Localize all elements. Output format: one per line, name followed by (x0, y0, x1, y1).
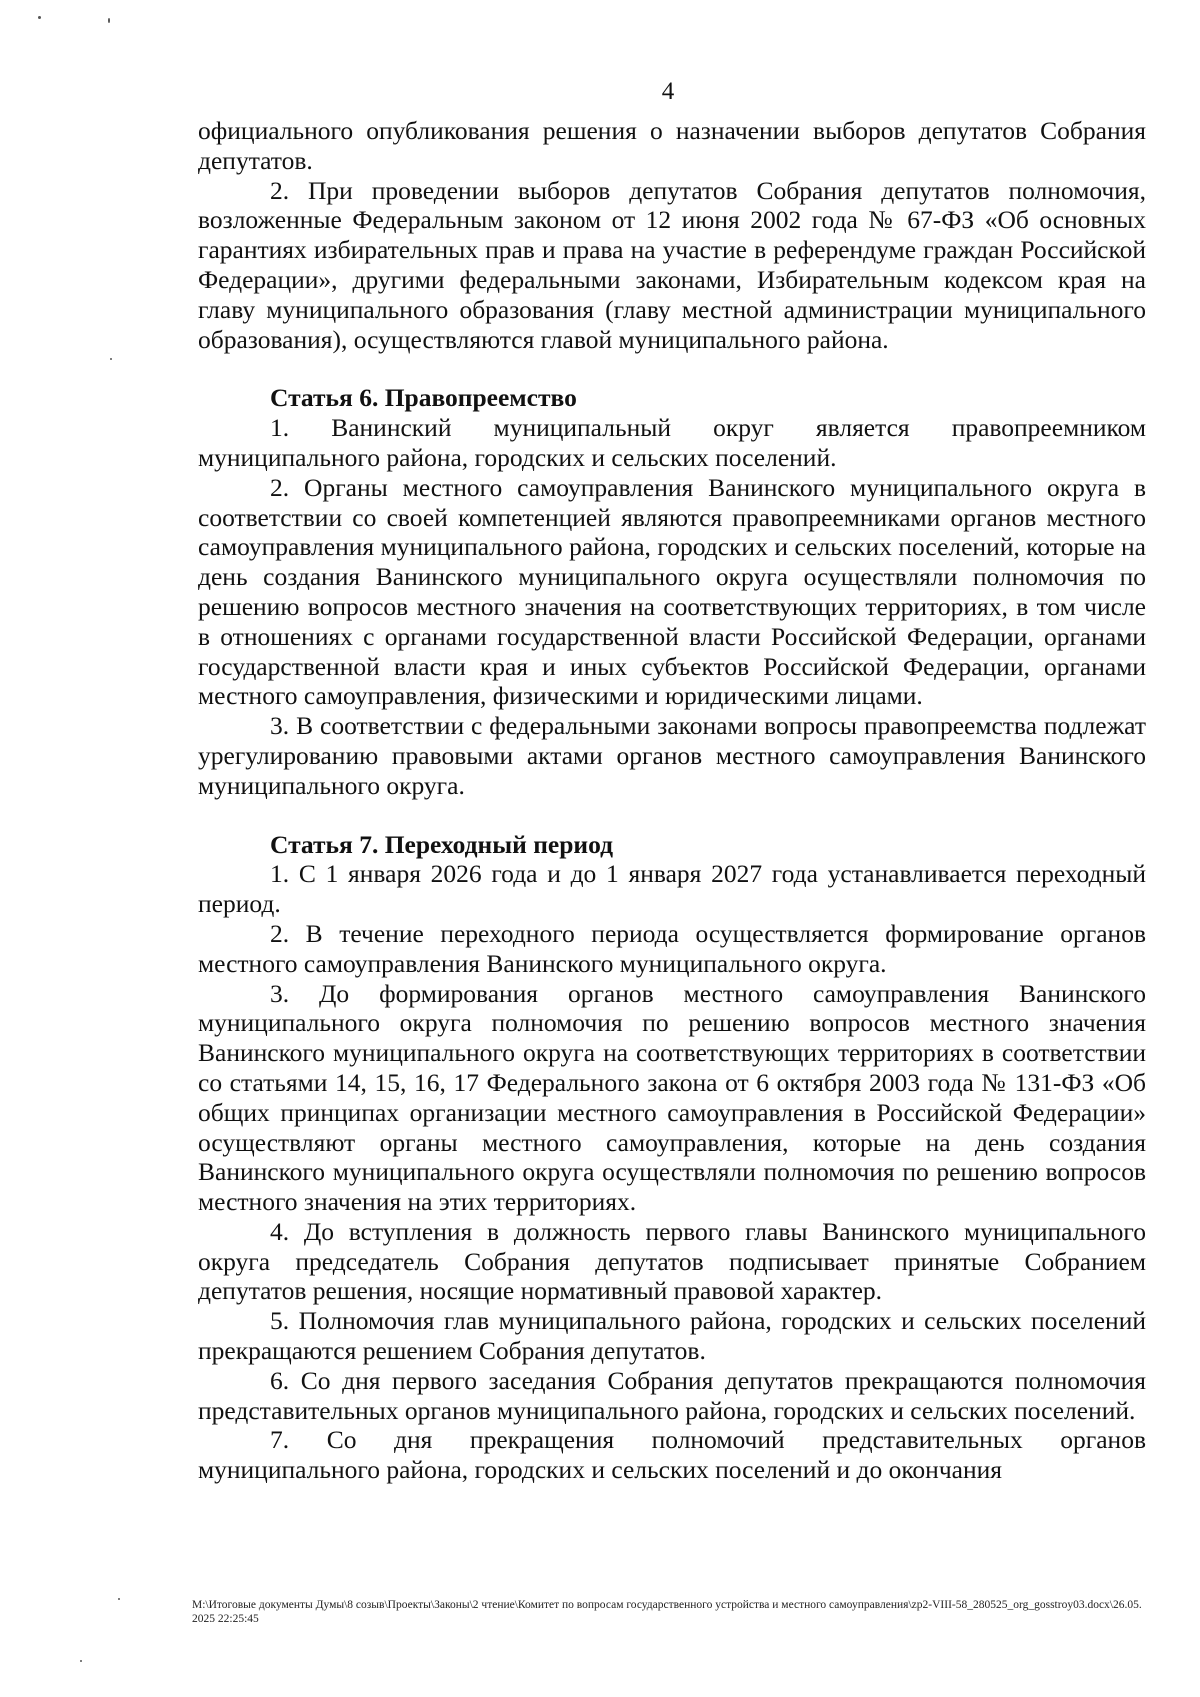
scan-speck (110, 358, 112, 360)
paragraph: 1. Ванинский муниципальный округ является правопреемником муниципального района, городских и сельских поселений. (198, 413, 1146, 472)
paragraph: 3. В соответствии с федеральными законами вопросы правопреемства подлежат урегулированию правовыми актами органов местного самоуправления Ванинского муниципального округа. (198, 711, 1146, 800)
paragraph: 7. Со дня прекращения полномочий представительных органов муниципального района, городских и сельских поселений и до окончания (198, 1425, 1146, 1485)
section-spacer (198, 354, 1146, 383)
scan-speck (118, 1598, 120, 1600)
scan-speck (38, 16, 41, 19)
paragraph: 1. С 1 января 2026 года и до 1 января 2027 года устанавливается переходный период. (198, 859, 1146, 919)
section-spacer (198, 801, 1146, 830)
paragraph: 5. Полномочия глав муниципального района, городских и сельских поселений прекращаются решением Собрания депутатов. (198, 1306, 1146, 1366)
file-path-footer: M:\Итоговые документы Думы\8 созыв\Проекты\Законы\2 чтение\Комитет по вопросам государственного устройства и местного самоуправления\zp2-VIII-58_280525_org_gosstroy03.docx\26.05.2025 22:25:45 (192, 1599, 1142, 1625)
article-heading: Статья 6. Правопреемство (270, 383, 577, 413)
scan-speck (108, 18, 110, 23)
scan-speck (80, 1660, 82, 1662)
paragraph: официального опубликования решения о назначении выборов депутатов Собрания депутатов. (198, 116, 1146, 175)
paragraph: 2. При проведении выборов депутатов Собрания депутатов полномочия, возложенные Федеральным законом от 12 июня 2002 года № 67-ФЗ «Об основных гарантиях избирательных прав и права на участие в референдуме граждан Российской Федерации», другими федеральными законами, Избирательным кодексом края на главу муниципального образования (главу местной администрации муниципального образования), осуществляются главой муниципального района. (198, 175, 1146, 354)
paragraph: 2. В течение переходного периода осуществляется формирование органов местного самоуправления Ванинского муниципального округа. (198, 918, 1146, 978)
article-heading: Статья 7. Переходный период (270, 829, 613, 859)
paragraph: 2. Органы местного самоуправления Ванинского муниципального округа в соответствии со своей компетенцией являются правопреемниками органов местного самоуправления муниципального района, городских и сельских поселений, которые на день создания Ванинского муниципального округа осуществляли полномочия по решению вопросов местного значения на соответствующих территориях, в том числе в отношениях с органами государственной власти Российской Федерации, органами государственной власти края и иных субъектов Российской Федерации, органами местного самоуправления, физическими и юридическими лицами. (198, 472, 1146, 711)
paragraph: 6. Со дня первого заседания Собрания депутатов прекращаются полномочия представительных органов муниципального района, городских и сельских поселений. (198, 1365, 1146, 1425)
paragraph: 3. До формирования органов местного самоуправления Ванинского муниципального округа полномочия по решению вопросов местного значения Ванинского муниципального округа на соответствующих территориях в соответствии со статьями 14, 15, 16, 17 Федерального закона от 6 октября 2003 года № 131-ФЗ «Об общих принципах организации местного самоуправления в Российской Федерации» осуществляют органы местного самоуправления, которые на день создания Ванинского муниципального округа осуществляли полномочия по решению вопросов местного значения на этих территориях. (198, 978, 1146, 1217)
document-body (198, 116, 1146, 1485)
page-number: 4 (661, 78, 675, 105)
paragraph: 4. До вступления в должность первого главы Ванинского муниципального округа председатель Собрания депутатов подписывает принятые Собранием депутатов решения, носящие нормативный правовой характер. (198, 1216, 1146, 1306)
